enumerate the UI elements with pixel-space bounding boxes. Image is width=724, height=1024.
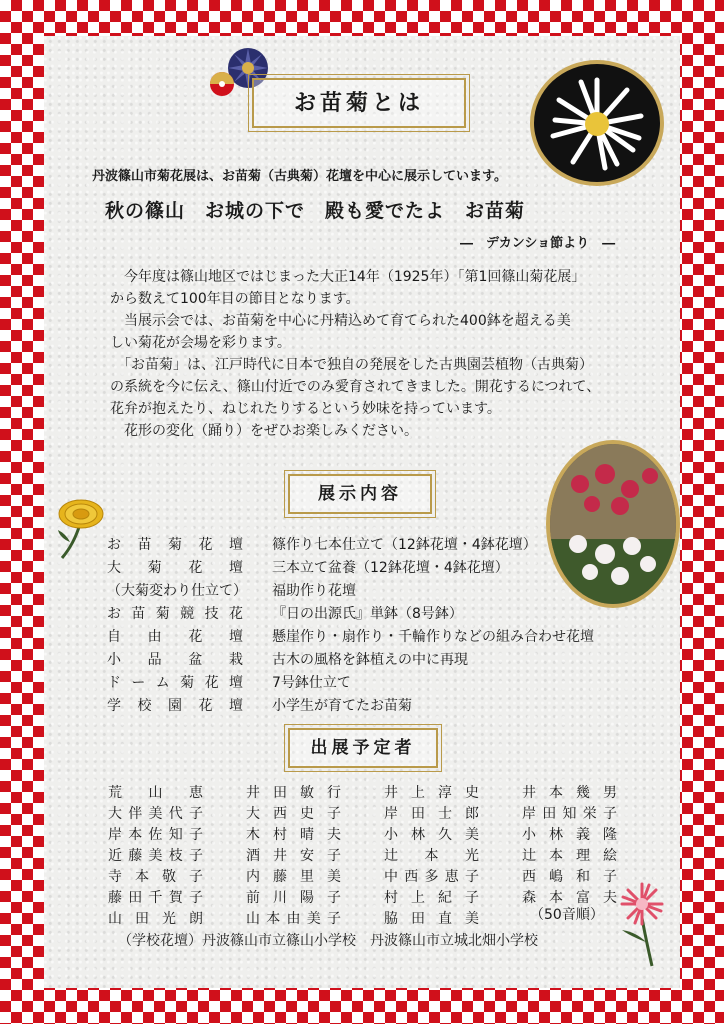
exhibitor-name: 小 林 義 隆 [522, 827, 617, 843]
pink-chrysanthemum-icon [612, 880, 672, 970]
exhibit-description: 三本立て盆養（12鉢花壇・4鉢花壇） [272, 560, 509, 576]
exhibits-heading: 展示内容 [318, 484, 402, 504]
exhibit-category: 大 菊 花 壇 [107, 560, 243, 576]
exhibitor-name: 寺 本 敬 子 [108, 869, 203, 885]
description-text [110, 266, 630, 446]
exhibitor-name: 辻 本 光 [384, 848, 479, 864]
exhibitor-name: 内 藤 里 美 [246, 869, 341, 885]
exhibitor-name: 脇 田 直 美 [384, 911, 479, 927]
exhibit-category: （大菊変わり仕立て） [107, 583, 247, 599]
paragraph-line: 「お苗菊」は、江戸時代に日本で独自の発展をした古典園芸植物（古典菊） [110, 357, 593, 373]
yellow-chrysanthemum-icon [54, 494, 108, 564]
white-chrysanthemum-photo [530, 60, 664, 186]
exhibit-row [107, 649, 627, 671]
exhibit-category: 小 品 盆 栽 [107, 652, 243, 668]
paragraph-line: から数えて100年目の節目となります。 [110, 291, 360, 307]
paragraph-line: 当展示会では、お苗菊を中心に丹精込めて育てられた400鉢を超える美 [110, 313, 571, 329]
paragraph-line: しい菊花が会場を彩ります。 [110, 335, 291, 351]
exhibitor-name: 木 村 晴 夫 [246, 827, 341, 843]
poem-source: ― デカンショ節より ― [460, 236, 616, 251]
exhibitors-heading: 出展予定者 [310, 738, 416, 758]
exhibit-description: 『日の出源氏』単鉢（8号鉢） [272, 606, 463, 622]
exhibitor-name: 酒 井 安 子 [246, 848, 341, 864]
exhibitor-name: 藤 田 千 賀 子 [108, 890, 203, 906]
school-line: （学校花壇）丹波篠山市立篠山小学校 丹波篠山市立城北畑小学校 [118, 933, 538, 949]
exhibit-category: お 苗 菊 花 壇 [107, 537, 243, 553]
exhibitor-name: 西 嶋 和 子 [522, 869, 617, 885]
exhibitor-name: 前 川 陽 子 [246, 890, 341, 906]
exhibitor-name: 荒 山 恵 [108, 785, 203, 801]
exhibit-description: 懸崖作り・扇作り・千輪作りなどの組み合わせ花壇 [272, 629, 594, 645]
exhibitor-name: 井 田 敏 行 [246, 785, 341, 801]
paragraph-line: 花形の変化（踊り）をぜひお楽しみください。 [110, 423, 418, 439]
exhibit-description: 篠作り七本仕立て（12鉢花壇・4鉢花壇） [272, 537, 537, 553]
exhibitor-name: 森 本 富 夫 [522, 890, 617, 906]
page-title: お苗菊とは [293, 90, 424, 116]
exhibit-category: ド ー ム 菊 花 壇 [107, 675, 243, 691]
exhibits-heading-box [288, 474, 432, 514]
intro-line: 丹波篠山市菊花展は、お苗菊（古典菊）花壇を中心に展示しています。 [92, 169, 507, 184]
exhibit-row [107, 626, 627, 648]
exhibitor-name: 中 西 多 恵 子 [384, 869, 479, 885]
exhibitor-name: 岸 田 知 栄 子 [522, 806, 617, 822]
exhibit-description: 古木の風格を鉢植えの中に再現 [272, 652, 468, 668]
exhibit-description: 福助作り花壇 [272, 583, 356, 599]
exhibitor-name: 近 藤 美 枝 子 [108, 848, 203, 864]
exhibit-row [107, 672, 627, 694]
paragraph-line: 今年度は篠山地区ではじまった大正14年（1925年）「第1回篠山菊花展」 [110, 269, 586, 285]
exhibit-category: 学 校 園 花 壇 [107, 698, 243, 714]
exhibitor-name: 岸 田 士 郎 [384, 806, 479, 822]
exhibit-row [107, 557, 627, 579]
exhibitor-name: 大 西 史 子 [246, 806, 341, 822]
exhibitor-name: 井 上 淳 史 [384, 785, 479, 801]
paragraph-line: の系統を今に伝え、篠山付近でのみ愛育されてきました。開花するにつれて、 [110, 379, 601, 395]
title-banner [252, 78, 466, 128]
exhibit-row [107, 603, 627, 625]
exhibitor-name: 大 伴 美 代 子 [108, 806, 203, 822]
poem: 秋の篠山 お城の下で 殿も愛でたよ お苗菊 [105, 200, 526, 222]
exhibit-category: 自 由 花 壇 [107, 629, 243, 645]
paragraph-line: 花弁が抱えたり、ねじれたりするという妙味を持っています。 [110, 401, 501, 417]
exhibitors-heading-box [288, 728, 438, 768]
exhibit-row [107, 695, 627, 717]
exhibit-description: 小学生が育てたお苗菊 [272, 698, 412, 714]
exhibitor-name: 岸 本 佐 知 子 [108, 827, 203, 843]
exhibit-category: お 苗 菊 競 技 花 [107, 606, 243, 622]
exhibitor-name: 井 本 幾 男 [522, 785, 617, 801]
exhibitor-name: 村 上 紀 子 [384, 890, 479, 906]
exhibitor-name: 山 田 光 朗 [108, 911, 203, 927]
exhibit-description: 7号鉢仕立て [272, 675, 351, 691]
exhibitor-name: 小 林 久 美 [384, 827, 479, 843]
exhibit-row [107, 534, 627, 556]
exhibitor-name: 辻 本 理 絵 [522, 848, 617, 864]
exhibitor-name: 山 本 由 美 子 [246, 911, 341, 927]
order-note: （50音順） [530, 907, 604, 923]
exhibit-row [107, 580, 627, 602]
